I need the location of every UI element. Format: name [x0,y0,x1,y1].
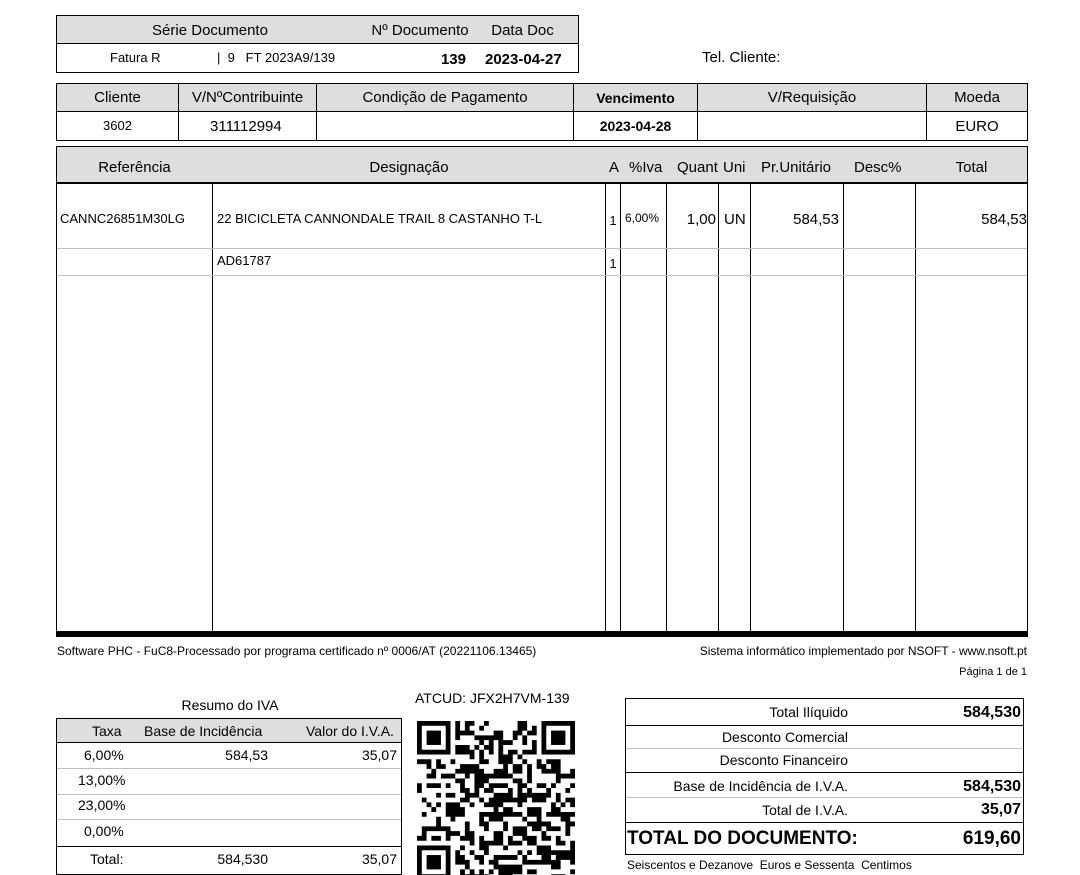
header-referencia: Referência [98,159,171,176]
row1-uni: UN [724,211,746,228]
cliente-value: 3602 [103,118,132,133]
header-designacao: Designação [369,159,449,176]
moeda-value: EURO [955,118,999,135]
iva-total-base: 584,530 [217,851,268,867]
iva-summary-title: Resumo do IVA [181,697,279,713]
label-vencimento: Vencimento [596,90,675,106]
row1-a: 1 [609,213,617,228]
label-cliente: Cliente [94,89,141,106]
header-a: A [608,159,619,176]
iva-row1-taxa: 6,00% [84,747,124,763]
label-numero: Nº Documento [371,22,469,39]
header-iva: %Iva [629,159,663,176]
iva-total-valor: 35,07 [361,851,397,867]
total-por-extenso: Seiscentos e Dezanove Euros e Sessenta Centimos [627,858,912,872]
atcud-label: ATCUD: JFX2H7VM-139 [415,690,570,706]
doc-date: 2023-04-27 [485,51,562,68]
sistema-note: Sistema informático implementado por NSOFT - www.nsoft.pt [699,644,1027,658]
serie-code: | 9 FT 2023A9/139 [217,50,336,65]
iva-row3-taxa: 23,00% [78,797,126,813]
base-incidencia-value: 584,530 [963,778,1021,795]
items-bottom-bar [56,632,1028,637]
desconto-financeiro-label: Desconto Financeiro [719,752,848,768]
iva-header-taxa: Taxa [92,723,122,739]
row1-preco: 584,53 [793,211,839,228]
iva-row4-taxa: 0,00% [84,823,124,839]
total-documento-label: TOTAL DO DOCUMENTO: [627,828,858,849]
header-uni: Uni [723,159,746,176]
tel-cliente-label: Tel. Cliente: [702,49,781,66]
total-iliquido-value: 584,530 [963,704,1021,721]
label-requisicao: V/Requisição [767,89,857,106]
items-header-line [56,182,1028,184]
row1-designacao: 22 BICICLETA CANNONDALE TRAIL 8 CASTANHO T-L [217,211,543,226]
row1-total: 584,53 [981,211,1027,228]
iva-row1-valor: 35,07 [361,747,397,763]
software-note: Software PHC - FuC8-Processado por programa certificado nº 0006/AT (20221106.13465) [57,644,537,658]
contribuinte-value: 311112994 [210,118,282,135]
total-iva-value: 35,07 [980,801,1021,818]
desconto-comercial-label: Desconto Comercial [721,729,848,745]
iva-header-valor: Valor do I.V.A. [306,723,394,739]
label-contribuinte: V/NºContribuinte [191,89,304,106]
header-preco: Pr.Unitário [761,159,832,176]
label-serie: Série Documento [152,22,268,39]
header-desc: Desc% [854,159,902,176]
row2-designacao: AD61787 [217,253,272,268]
total-iva-label: Total de I.V.A. [762,802,848,818]
iva-total-label: Total: [90,851,124,867]
base-incidencia-label: Base de Incidência de I.V.A. [673,778,848,794]
row1-referencia: CANNC26851M30LG [60,211,186,226]
qr-code-icon [417,721,575,875]
label-moeda: Moeda [954,89,1000,106]
row1-iva: 6,00% [625,211,660,225]
header-total: Total [955,159,988,176]
doc-number: 139 [440,51,466,68]
total-documento-value: 619,60 [962,828,1021,849]
vencimento-value: 2023-04-28 [599,118,672,134]
iva-row1-base: 584,53 [225,747,268,763]
iva-row2-taxa: 13,00% [78,772,126,788]
row1-quant: 1,00 [686,211,716,228]
total-iliquido-label: Total Ilíquido [769,704,848,720]
iva-header-base: Base de Incidência [144,723,263,739]
header-quant: Quant [677,159,718,176]
row2-a: 1 [609,256,617,271]
label-data: Data Doc [491,22,554,39]
page-number: Página 1 de 1 [959,666,1027,678]
serie-name: Fatura R [110,50,161,65]
label-condicao: Condição de Pagamento [362,89,528,106]
